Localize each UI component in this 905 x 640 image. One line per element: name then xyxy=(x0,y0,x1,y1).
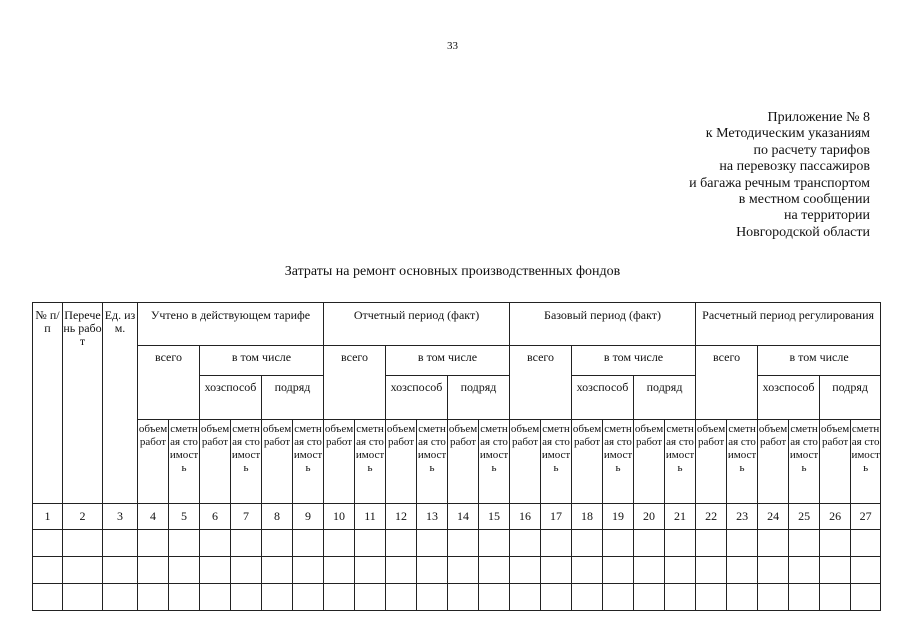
table-cell xyxy=(386,530,417,557)
table-cell xyxy=(231,530,262,557)
table-cell xyxy=(510,584,541,611)
header-estimate: сметная стоимость xyxy=(603,420,634,504)
table-cell xyxy=(665,530,696,557)
table-cell xyxy=(324,530,355,557)
table-cell xyxy=(572,584,603,611)
header-volume: объем работ xyxy=(758,420,789,504)
table-cell xyxy=(820,584,851,611)
appendix-line: Приложение № 8 xyxy=(767,110,870,125)
header-estimate: сметная стоимость xyxy=(541,420,572,504)
header-volume: объем работ xyxy=(510,420,541,504)
column-number: 14 xyxy=(448,504,479,530)
table-cell xyxy=(820,557,851,584)
table-cell xyxy=(169,557,200,584)
header-total: всего xyxy=(696,346,758,420)
table-cell xyxy=(63,557,103,584)
appendix-line: к Методическим указаниям xyxy=(705,126,870,142)
column-number: 23 xyxy=(727,504,758,530)
table-cell xyxy=(324,584,355,611)
header-unit: Ед. изм. xyxy=(103,303,138,504)
header-volume: объем работ xyxy=(696,420,727,504)
header-estimate: сметная стоимость xyxy=(417,420,448,504)
table-cell xyxy=(510,557,541,584)
table-cell xyxy=(63,530,103,557)
table-cell xyxy=(789,584,820,611)
column-number: 24 xyxy=(758,504,789,530)
table-cell xyxy=(293,584,324,611)
header-volume: объем работ xyxy=(262,420,293,504)
table-cell xyxy=(603,584,634,611)
column-number: 4 xyxy=(138,504,169,530)
column-number: 3 xyxy=(103,504,138,530)
table-cell xyxy=(200,584,231,611)
header-estimate: сметная стоимость xyxy=(293,420,324,504)
table-cell xyxy=(727,530,758,557)
costs-table xyxy=(32,302,881,611)
table-cell xyxy=(448,530,479,557)
header-group-base-period: Базовый период (факт) xyxy=(510,303,696,346)
header-total: всего xyxy=(324,346,386,420)
column-number: 25 xyxy=(789,504,820,530)
table-cell xyxy=(789,530,820,557)
table-cell xyxy=(696,584,727,611)
header-estimate: сметная стоимость xyxy=(665,420,696,504)
column-number: 1 xyxy=(33,504,63,530)
header-volume: объем работ xyxy=(572,420,603,504)
table-cell xyxy=(603,557,634,584)
table-cell xyxy=(169,530,200,557)
column-number: 26 xyxy=(820,504,851,530)
header-total: всего xyxy=(138,346,200,420)
table-cell xyxy=(789,557,820,584)
column-number: 10 xyxy=(324,504,355,530)
table-cell xyxy=(851,530,881,557)
header-estimate: сметная стоимость xyxy=(851,420,881,504)
table-cell xyxy=(541,557,572,584)
table-cell xyxy=(386,584,417,611)
header-estimate: сметная стоимость xyxy=(169,420,200,504)
column-number: 20 xyxy=(634,504,665,530)
table-cell xyxy=(572,530,603,557)
column-number: 22 xyxy=(696,504,727,530)
table-cell xyxy=(634,557,665,584)
column-number: 27 xyxy=(851,504,881,530)
header-including: в том числе xyxy=(386,346,510,376)
table-cell xyxy=(665,557,696,584)
table-cell xyxy=(231,584,262,611)
table-cell xyxy=(758,530,789,557)
table-cell xyxy=(200,557,231,584)
header-contract: подряд xyxy=(448,376,510,420)
table-cell xyxy=(758,557,789,584)
table-cell xyxy=(33,557,63,584)
appendix-block xyxy=(550,110,870,241)
column-number: 8 xyxy=(262,504,293,530)
header-contract: подряд xyxy=(634,376,696,420)
appendix-line: на перевозку пассажиров xyxy=(719,159,870,175)
header-estimate: сметная стоимость xyxy=(355,420,386,504)
table-cell xyxy=(231,557,262,584)
table-cell xyxy=(479,557,510,584)
header-contract: подряд xyxy=(262,376,324,420)
table-cell xyxy=(33,530,63,557)
table-cell xyxy=(448,584,479,611)
header-including: в том числе xyxy=(200,346,324,376)
table-cell xyxy=(355,584,386,611)
table-cell xyxy=(103,530,138,557)
table-cell xyxy=(138,530,169,557)
table-cell xyxy=(169,584,200,611)
header-estimate: сметная стоимость xyxy=(231,420,262,504)
column-number: 7 xyxy=(231,504,262,530)
column-number: 15 xyxy=(479,504,510,530)
header-group-current-tariff: Учтено в действующем тарифе xyxy=(138,303,324,346)
table-cell xyxy=(603,530,634,557)
table-cell xyxy=(324,557,355,584)
table-cell xyxy=(665,584,696,611)
table-cell xyxy=(417,584,448,611)
column-number: 2 xyxy=(63,504,103,530)
column-number: 21 xyxy=(665,504,696,530)
table-cell xyxy=(33,584,63,611)
table-cell xyxy=(448,557,479,584)
table-cell xyxy=(541,584,572,611)
header-estimate: сметная стоимость xyxy=(789,420,820,504)
table-cell xyxy=(386,557,417,584)
table-row xyxy=(33,557,881,584)
header-estimate: сметная стоимость xyxy=(727,420,758,504)
column-number: 11 xyxy=(355,504,386,530)
table-cell xyxy=(479,584,510,611)
header-volume: объем работ xyxy=(634,420,665,504)
table-cell xyxy=(417,530,448,557)
table-cell xyxy=(572,557,603,584)
table-cell xyxy=(103,584,138,611)
header-group-regulation-period: Расчетный период регулирования xyxy=(696,303,881,346)
table-cell xyxy=(479,530,510,557)
header-volume: объем работ xyxy=(138,420,169,504)
table-cell xyxy=(200,530,231,557)
column-number: 18 xyxy=(572,504,603,530)
appendix-line: Новгородской области xyxy=(736,224,870,240)
header-estimate: сметная стоимость xyxy=(479,420,510,504)
table-cell xyxy=(293,530,324,557)
appendix-line: на территории xyxy=(784,208,870,224)
table-cell xyxy=(355,557,386,584)
column-number: 16 xyxy=(510,504,541,530)
table-cell xyxy=(63,584,103,611)
document-title: Затраты на ремонт основных производственных фондов xyxy=(284,264,621,279)
header-volume: объем работ xyxy=(324,420,355,504)
table-cell xyxy=(541,530,572,557)
table-cell xyxy=(262,557,293,584)
header-in-house: хозспособ xyxy=(572,376,634,420)
header-including: в том числе xyxy=(572,346,696,376)
table-cell xyxy=(820,530,851,557)
appendix-line: и багажа речным транспортом xyxy=(689,175,870,191)
table-cell xyxy=(103,557,138,584)
table-cell xyxy=(634,584,665,611)
table-cell xyxy=(727,557,758,584)
table-cell xyxy=(851,557,881,584)
header-contract: подряд xyxy=(820,376,881,420)
table-cell xyxy=(138,557,169,584)
table-cell xyxy=(696,530,727,557)
table-cell xyxy=(262,530,293,557)
column-number: 19 xyxy=(603,504,634,530)
table-cell xyxy=(138,584,169,611)
header-work-list: Перечень работ xyxy=(63,303,103,504)
appendix-line: по расчету тарифов xyxy=(753,142,870,158)
header-group-reporting-period: Отчетный период (факт) xyxy=(324,303,510,346)
table-cell xyxy=(634,530,665,557)
table-cell xyxy=(417,557,448,584)
page-number: 33 xyxy=(447,40,458,52)
header-volume: объем работ xyxy=(386,420,417,504)
header-volume: объем работ xyxy=(200,420,231,504)
header-in-house: хозспособ xyxy=(386,376,448,420)
table-row xyxy=(33,530,881,557)
column-number: 6 xyxy=(200,504,231,530)
table-cell xyxy=(510,530,541,557)
column-number: 13 xyxy=(417,504,448,530)
column-number: 17 xyxy=(541,504,572,530)
table-cell xyxy=(262,584,293,611)
header-volume: объем работ xyxy=(448,420,479,504)
table-cell xyxy=(293,557,324,584)
header-total: всего xyxy=(510,346,572,420)
table-cell xyxy=(355,530,386,557)
appendix-line: в местном сообщении xyxy=(738,192,870,208)
table-cell xyxy=(851,584,881,611)
table-cell xyxy=(758,584,789,611)
header-including: в том числе xyxy=(758,346,881,376)
table-cell xyxy=(727,584,758,611)
header-in-house: хозспособ xyxy=(200,376,262,420)
column-number: 9 xyxy=(293,504,324,530)
column-number: 12 xyxy=(386,504,417,530)
column-number: 5 xyxy=(169,504,200,530)
header-in-house: хозспособ xyxy=(758,376,820,420)
table-row xyxy=(33,584,881,611)
header-volume: объем работ xyxy=(820,420,851,504)
header-number: № п/п xyxy=(33,303,63,504)
table-cell xyxy=(696,557,727,584)
